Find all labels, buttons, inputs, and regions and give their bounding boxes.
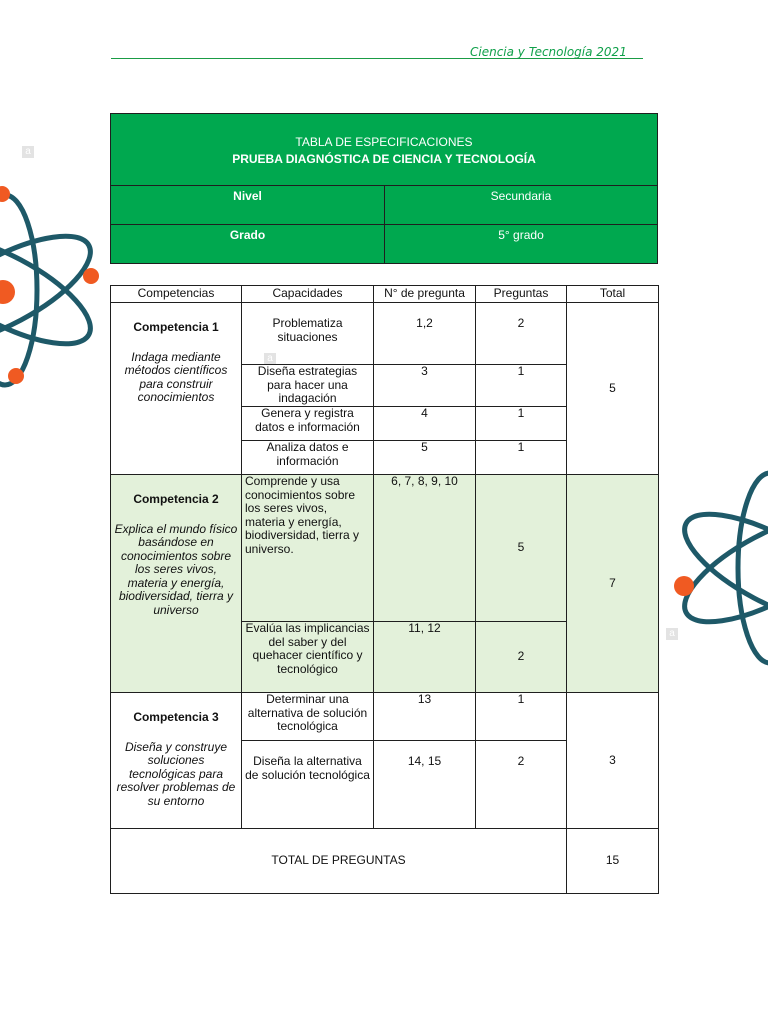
competencia-1-title: Competencia 1 bbox=[133, 320, 219, 334]
numero-cell: 4 bbox=[374, 407, 476, 441]
competencia-1-cell bbox=[111, 303, 242, 475]
numero-cell: 14, 15 bbox=[374, 741, 476, 829]
numero-cell: 13 bbox=[374, 693, 476, 741]
header-competencias: Competencias bbox=[111, 286, 242, 303]
specification-header-table bbox=[110, 113, 658, 264]
competencies-table bbox=[110, 285, 659, 894]
header-preguntas: Preguntas bbox=[476, 286, 567, 303]
watermark-icon: a bbox=[666, 628, 678, 640]
capacidad-cell: Analiza datos e información bbox=[242, 441, 374, 475]
spec-title-cell bbox=[111, 114, 658, 186]
spec-title-line2: PRUEBA DIAGNÓSTICA DE CIENCIA Y TECNOLOGÍA bbox=[232, 151, 536, 166]
capacidad-cell: Evalúa las implicancias del saber y del quehacer científico y tecnológico bbox=[242, 622, 374, 693]
table-row bbox=[111, 303, 659, 365]
numero-cell: 11, 12 bbox=[374, 622, 476, 693]
atom-decoration-right-icon bbox=[660, 460, 768, 680]
spec-value-nivel: Secundaria bbox=[385, 186, 658, 225]
total-cell-c2: 7 bbox=[567, 475, 659, 693]
header-rule bbox=[111, 58, 643, 59]
competencia-3-desc: Diseña y construye soluciones tecnológicas para resolver problemas de su entorno bbox=[116, 739, 236, 808]
preguntas-cell: 5 bbox=[476, 475, 567, 622]
numero-cell: 6, 7, 8, 9, 10 bbox=[374, 475, 476, 622]
header-total: Total bbox=[567, 286, 659, 303]
total-label-cell: TOTAL DE PREGUNTAS bbox=[111, 829, 567, 894]
total-cell-c3: 3 bbox=[567, 693, 659, 829]
table-row bbox=[111, 693, 659, 741]
preguntas-cell: 1 bbox=[476, 407, 567, 441]
competencia-1-desc: Indaga mediante métodos científicos para construir conocimientos bbox=[124, 349, 228, 404]
header-numero-pregunta: N° de pregunta bbox=[374, 286, 476, 303]
preguntas-cell: 2 bbox=[476, 741, 567, 829]
numero-cell: 5 bbox=[374, 441, 476, 475]
atom-decoration-left-icon bbox=[0, 170, 110, 410]
preguntas-cell: 2 bbox=[476, 622, 567, 693]
preguntas-cell: 1 bbox=[476, 441, 567, 475]
document-header-title: Ciencia y Tecnología 2021 bbox=[470, 45, 627, 59]
numero-cell: 3 bbox=[374, 365, 476, 407]
competencia-2-desc: Explica el mundo físico basándose en conocimientos sobre los seres vivos, materia y energía, biodiversidad, tierra y universo bbox=[114, 521, 238, 617]
competencia-3-title: Competencia 3 bbox=[133, 710, 219, 724]
capacidad-cell: Comprende y usa conocimientos sobre los seres vivos, materia y energía, biodiversidad, tierra y universo. bbox=[242, 475, 374, 622]
preguntas-cell: 1 bbox=[476, 693, 567, 741]
preguntas-cell: 1 bbox=[476, 365, 567, 407]
capacidad-cell: Problematiza situaciones bbox=[242, 303, 374, 365]
table-row bbox=[111, 475, 659, 622]
competencia-2-cell bbox=[111, 475, 242, 693]
spec-value-grado: 5° grado bbox=[385, 225, 658, 264]
competencia-2-title: Competencia 2 bbox=[133, 492, 219, 506]
watermark-icon: a bbox=[264, 353, 276, 365]
spec-label-grado: Grado bbox=[111, 225, 385, 264]
total-cell-c1: 5 bbox=[567, 303, 659, 475]
watermark-icon: a bbox=[22, 146, 34, 158]
capacidad-cell: Diseña estrategias para hacer una indagación bbox=[242, 365, 374, 407]
total-row bbox=[111, 829, 659, 894]
table-header-row bbox=[111, 286, 659, 303]
spec-title-line1: TABLA DE ESPECIFICACIONES bbox=[295, 134, 473, 149]
capacidad-cell: Diseña la alternativa de solución tecnológica bbox=[242, 741, 374, 829]
capacidad-cell: Determinar una alternativa de solución tecnológica bbox=[242, 693, 374, 741]
competencia-3-cell bbox=[111, 693, 242, 829]
total-value-cell: 15 bbox=[567, 829, 659, 894]
header-capacidades: Capacidades bbox=[242, 286, 374, 303]
spec-label-nivel: Nivel bbox=[111, 186, 385, 225]
preguntas-cell: 2 bbox=[476, 303, 567, 365]
numero-cell: 1,2 bbox=[374, 303, 476, 365]
capacidad-cell: Genera y registra datos e información bbox=[242, 407, 374, 441]
